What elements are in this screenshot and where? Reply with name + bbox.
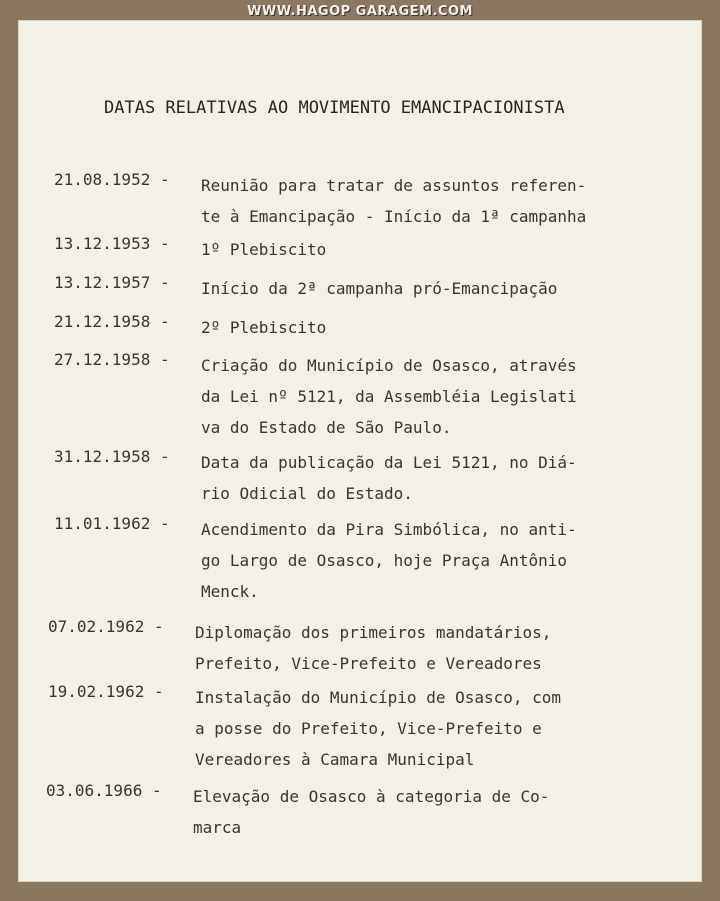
typed-page xyxy=(18,20,702,882)
entry-text xyxy=(195,682,561,775)
entry-line: Menck. xyxy=(201,582,259,601)
entry-line: Reunião para tratar de assuntos referen- xyxy=(201,176,587,195)
entry-date: 03.06.1966 - xyxy=(46,781,162,800)
entry-text xyxy=(195,617,551,679)
entry-line: Acendimento da Pira Simbólica, no anti- xyxy=(201,520,577,539)
entry-date: 13.12.1953 - xyxy=(54,234,170,253)
entry-text xyxy=(201,514,577,607)
watermark: WWW.HAGOP GARAGEM.COM xyxy=(247,4,473,19)
entry-line: da Lei nº 5121, da Assembléia Legislati xyxy=(201,387,577,406)
entry-line: Início da 2ª campanha pró-Emancipação xyxy=(201,279,558,298)
entry-date: 21.08.1952 - xyxy=(54,170,170,189)
entry-date: 31.12.1958 - xyxy=(54,447,170,466)
entry-line: va do Estado de São Paulo. xyxy=(201,418,452,437)
entry-line: Instalação do Município de Osasco, com xyxy=(195,688,562,707)
entry-text xyxy=(201,350,577,443)
entry-line: go Largo de Osasco, hoje Praça Antônio xyxy=(201,551,568,570)
entry-line: Criação do Município de Osasco, através xyxy=(201,356,577,375)
entry-text xyxy=(201,312,326,343)
entry-line: Vereadores à Camara Municipal xyxy=(195,750,475,769)
entry-line: Elevação de Osasco à categoria de Co- xyxy=(193,787,550,806)
entry-date: 07.02.1962 - xyxy=(48,617,164,636)
entry-line: a posse do Prefeito, Vice-Prefeito e xyxy=(195,719,542,738)
entry-line: Data da publicação da Lei 5121, no Diá- xyxy=(201,453,577,472)
entry-text xyxy=(201,234,326,265)
entry-text xyxy=(201,447,577,509)
entry-line: rio Odicial do Estado. xyxy=(201,484,413,503)
entry-line: te à Emancipação - Início da 1ª campanha xyxy=(201,207,587,226)
entry-date: 21.12.1958 - xyxy=(54,312,170,331)
entry-date: 11.01.1962 - xyxy=(54,514,170,533)
entry-text xyxy=(201,273,557,304)
entry-text xyxy=(193,781,549,843)
entry-date: 13.12.1957 - xyxy=(54,273,170,292)
entry-date: 19.02.1962 - xyxy=(48,682,164,701)
entry-line: 1º Plebiscito xyxy=(201,240,327,259)
entry-line: marca xyxy=(193,818,242,837)
entry-text xyxy=(201,170,586,232)
page-title: DATAS RELATIVAS AO MOVIMENTO EMANCIPACIONISTA xyxy=(104,98,565,118)
entry-line: Diplomação dos primeiros mandatários, xyxy=(195,623,552,642)
entry-line: Prefeito, Vice-Prefeito e Vereadores xyxy=(195,654,542,673)
entry-date: 27.12.1958 - xyxy=(54,350,170,369)
entry-line: 2º Plebiscito xyxy=(201,318,327,337)
